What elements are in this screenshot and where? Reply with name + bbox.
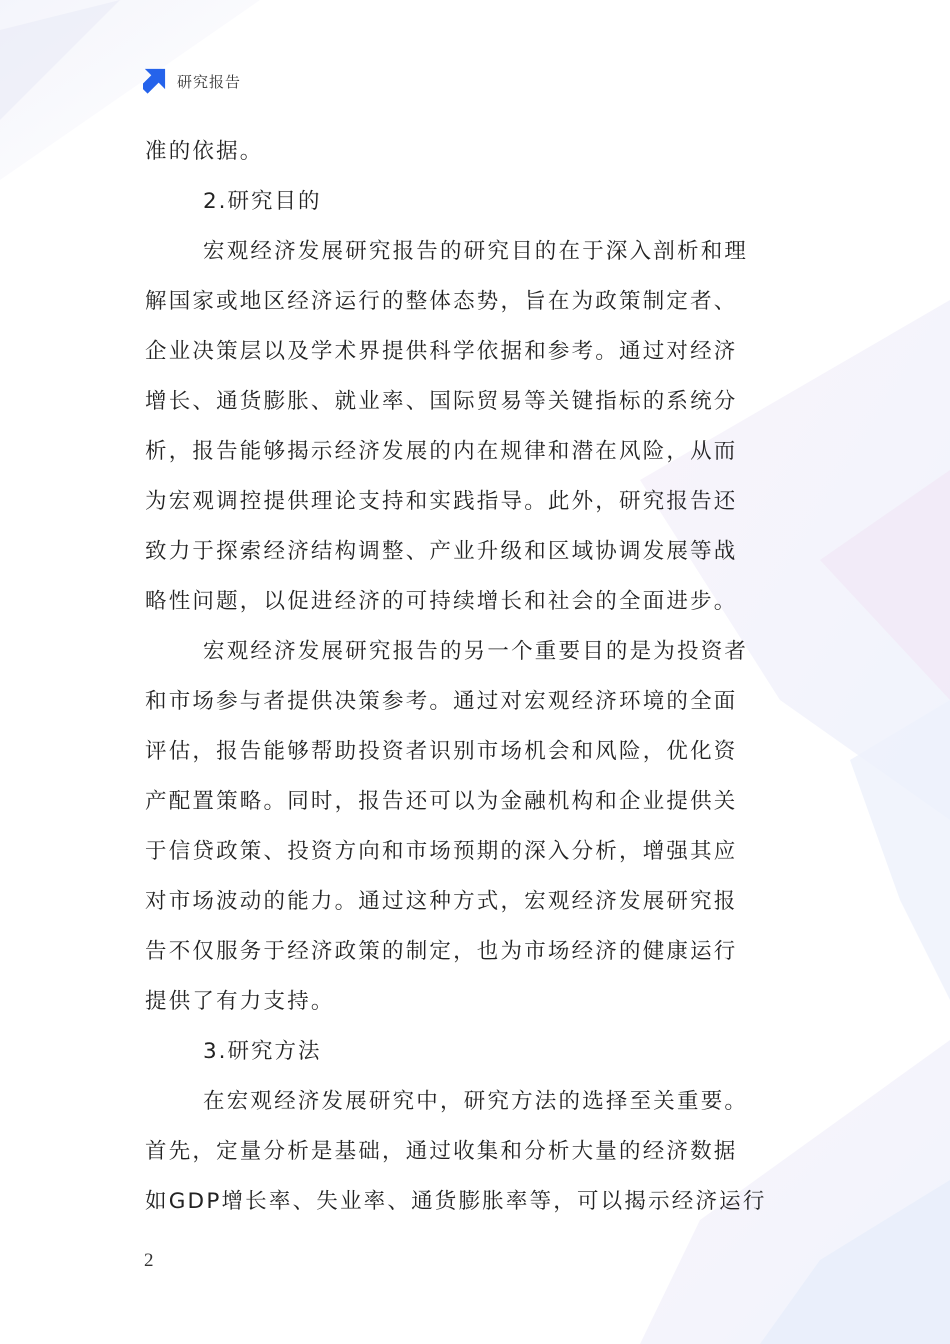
page-number: 2 — [144, 1250, 154, 1271]
paragraph-line: 致力于探索经济结构调整、产业升级和区域协调发展等战 — [145, 539, 738, 564]
paragraph-line: 如GDP增长率、失业率、通货膨胀率等，可以揭示经济运行 — [145, 1189, 767, 1214]
paragraph-line: 和市场参与者提供决策参考。通过对宏观经济环境的全面 — [145, 689, 738, 714]
paragraph-line: 解国家或地区经济运行的整体态势，旨在为政策制定者、 — [145, 289, 738, 314]
header-title: 研究报告 — [177, 72, 242, 91]
paragraph-line: 准的依据。 — [145, 139, 264, 164]
document-body — [145, 127, 807, 1227]
paragraph-line: 企业决策层以及学术界提供科学依据和参考。通过对经济 — [145, 339, 738, 364]
paragraph-line: 为宏观调控提供理论支持和实践指导。此外，研究报告还 — [145, 489, 738, 514]
section-heading: 2.研究目的 — [203, 189, 322, 214]
paragraph-line: 评估，报告能够帮助投资者识别市场机会和风险，优化资 — [145, 739, 738, 764]
paragraph-line: 告不仅服务于经济政策的制定，也为市场经济的健康运行 — [145, 939, 738, 964]
paragraph-line: 宏观经济发展研究报告的另一个重要目的是为投资者 — [203, 639, 749, 664]
paragraph-line: 于信贷政策、投资方向和市场预期的深入分析，增强其应 — [145, 839, 738, 864]
section-heading: 3.研究方法 — [203, 1039, 322, 1064]
paragraph-line: 产配置策略。同时，报告还可以为金融机构和企业提供关 — [145, 789, 738, 814]
header — [143, 66, 241, 96]
paragraph-line: 析，报告能够揭示经济发展的内在规律和潜在风险，从而 — [145, 439, 738, 464]
paragraph-line: 在宏观经济发展研究中，研究方法的选择至关重要。 — [203, 1089, 749, 1114]
paragraph-line: 提供了有力支持。 — [145, 989, 335, 1014]
paragraph-line: 宏观经济发展研究报告的研究目的在于深入剖析和理 — [203, 239, 749, 264]
arrow-up-right-icon — [143, 68, 169, 94]
paragraph-line: 首先，定量分析是基础，通过收集和分析大量的经济数据 — [145, 1139, 738, 1164]
paragraph-line: 对市场波动的能力。通过这种方式，宏观经济发展研究报 — [145, 889, 738, 914]
paragraph-line: 增长、通货膨胀、就业率、国际贸易等关键指标的系统分 — [145, 389, 738, 414]
paragraph-line: 略性问题，以促进经济的可持续增长和社会的全面进步。 — [145, 589, 738, 614]
